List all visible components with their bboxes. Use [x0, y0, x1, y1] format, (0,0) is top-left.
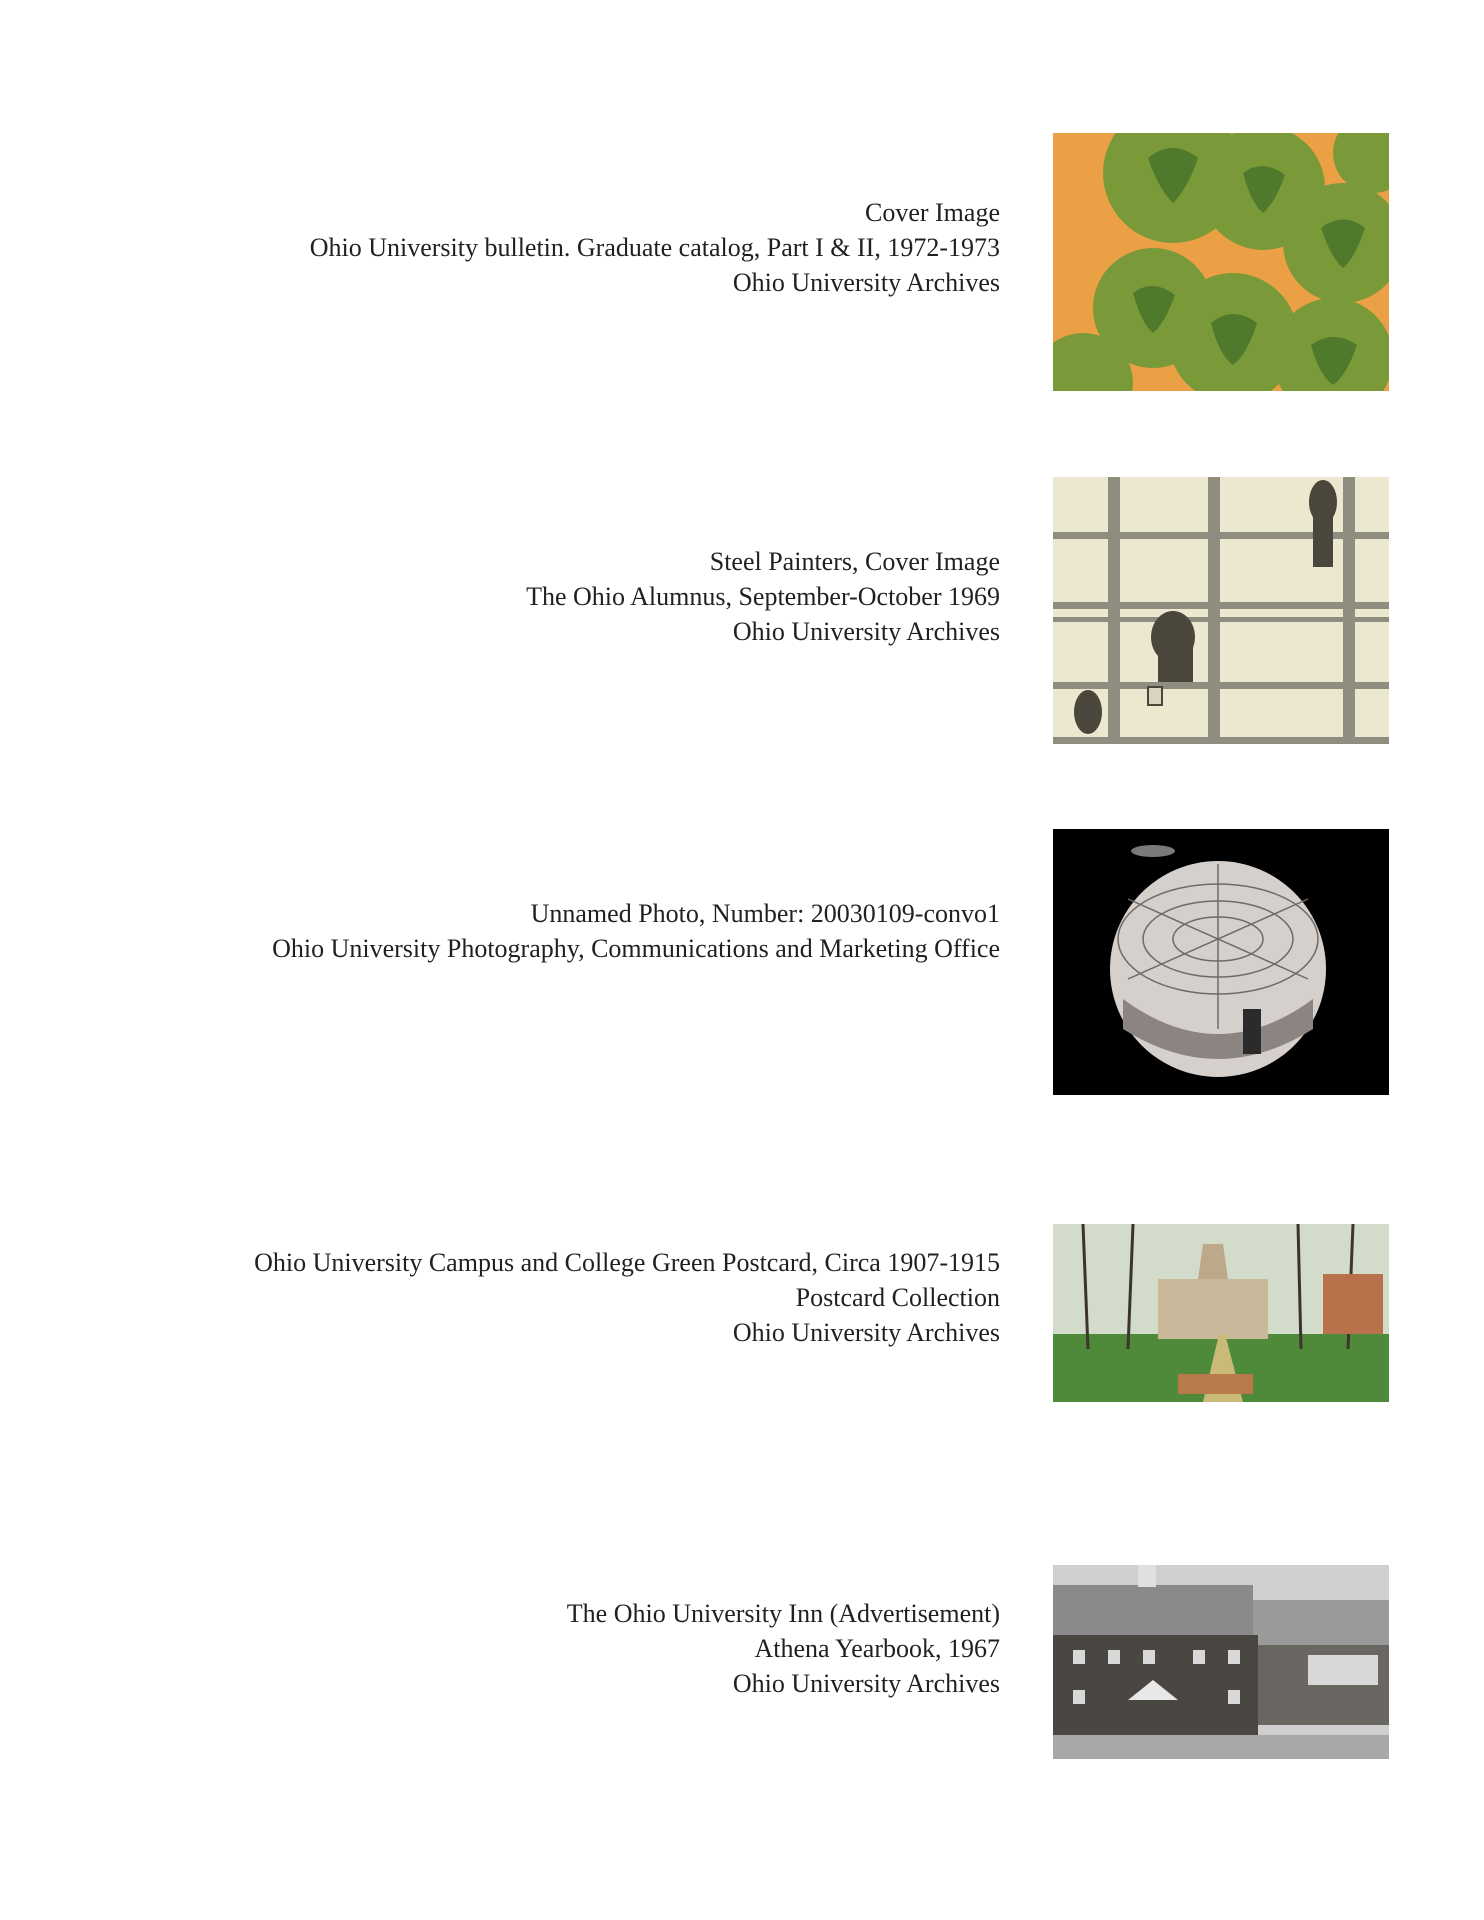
- fisheye-dome-photo-image: [1053, 829, 1389, 1095]
- credit-caption: [272, 896, 1000, 966]
- caption-line: The Ohio Alumnus, September-October 1969: [526, 582, 1000, 611]
- caption-line: Ohio University Archives: [732, 1318, 1000, 1347]
- green-circle-pattern-cover-image: [1053, 133, 1389, 391]
- credit-caption: [310, 195, 1000, 300]
- caption-line: Cover Image: [864, 198, 1000, 227]
- credit-caption: [567, 1596, 1000, 1701]
- caption-line: Ohio University Archives: [732, 617, 1000, 646]
- steel-painters-photo-image: [1053, 477, 1389, 744]
- caption-line: Ohio University Archives: [732, 268, 1000, 297]
- caption-line: Steel Painters, Cover Image: [709, 547, 1000, 576]
- college-green-postcard-image: [1053, 1224, 1389, 1402]
- credit-caption: [254, 1245, 1000, 1350]
- caption-line: Unnamed Photo, Number: 20030109-convo1: [530, 899, 1000, 928]
- caption-line: Ohio University Photography, Communications and Marketing Office: [272, 934, 1000, 963]
- credit-caption: [526, 544, 1000, 649]
- caption-line: Postcard Collection: [795, 1283, 1000, 1312]
- caption-line: Athena Yearbook, 1967: [754, 1634, 1000, 1663]
- caption-line: Ohio University Archives: [732, 1669, 1000, 1698]
- caption-line: Ohio University Campus and College Green Postcard, Circa 1907-1915: [254, 1248, 1000, 1277]
- caption-line: Ohio University bulletin. Graduate catalog, Part I & II, 1972-1973: [309, 233, 1000, 262]
- university-inn-photo-image: [1053, 1565, 1389, 1759]
- caption-line: The Ohio University Inn (Advertisement): [566, 1599, 1000, 1628]
